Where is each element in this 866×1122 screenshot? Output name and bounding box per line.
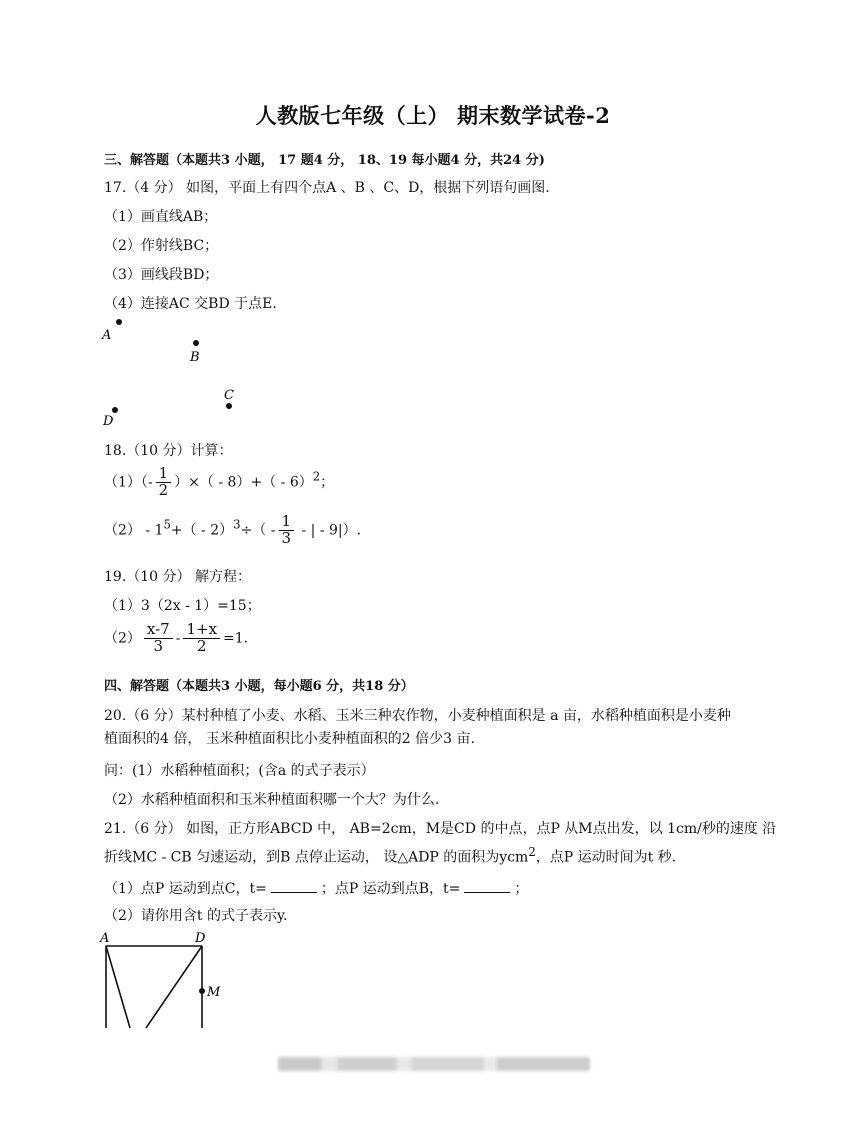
q21-line-4: （2）请你用含t 的式子表示y. [104, 908, 288, 924]
point-b-label: B [190, 350, 200, 365]
q21-line-1: 21.（6 分） 如图，正方形ABCD 中， AB=2cm，M是CD 的中点，点P 从M点出发，以 1cm/秒的速度 沿 [104, 821, 777, 837]
q17-item-1: （1）画直线AB； [104, 209, 218, 225]
q21-square-figure [98, 928, 238, 1028]
q17-item-4: （4）连接AC 交BD 于点E. [104, 296, 277, 312]
q18-intro: 18.（10 分）计算： [104, 443, 233, 459]
segment-a-to-p [106, 946, 130, 1028]
q17-item-2: （2）作射线BC； [104, 238, 219, 254]
point-c-label: C [224, 388, 234, 403]
fraction-one-third: $\frac{1}{3}$ [279, 514, 295, 547]
point-d-label: D [103, 414, 114, 429]
q20-line-2: 植面积的4 倍， 玉米种植面积比小麦种植面积的2 倍少3 亩. [104, 731, 475, 747]
page-title: 人教版七年级（上） 期末数学试卷-2 [255, 103, 611, 128]
point-m-dot [199, 988, 205, 994]
q21-line-2: 折线MC - CB 匀速运动，到B 点停止运动， 设△ADP 的面积为ycm$^2$，点P 运动时间为t 秒. [104, 845, 677, 866]
fraction-one-half: $\frac{1}{2}$ [156, 466, 172, 499]
blurred-footer [278, 1057, 590, 1071]
section-3-header: 三、解答题（本题共3 小题， 17 题4 分， 18、19 每小题4 分，共24 分) [104, 153, 545, 168]
q20-line-4: （2）水稻种植面积和玉米种植面积哪一个大？为什么. [104, 792, 440, 808]
point-m-label: M [207, 985, 221, 1000]
fraction-1-plus-x-over-2: $\frac{1+x}{2}$ [183, 622, 220, 655]
point-a-dot [116, 319, 122, 325]
point-c-dot [226, 403, 232, 409]
q18-part-2: $(2) - 1^5+( - 2)^3\div$（ - $\frac{1}{3}$ - | - 9|）. [104, 512, 362, 547]
vertex-a-label: A [100, 931, 110, 946]
point-b-dot [193, 340, 199, 346]
q17-intro: 17.（4 分） 如图，平面上有四个点A 、B 、C、D，根据下列语句画图. [104, 180, 550, 196]
section-4-header: 四、解答题（本题共3 小题，每小题6 分，共18 分） [104, 679, 414, 694]
q19-part-1: （1）3（2x - 1）=15； [104, 598, 261, 614]
q17-item-3: （3）画线段BD； [104, 267, 219, 283]
q18-part-1: （1）（- $\frac{1}{2}$ ）×（ - 8）+（ - 6）$^2$； [104, 464, 335, 499]
answer-blank-b[interactable] [464, 880, 510, 893]
point-a-label: A [102, 328, 112, 343]
point-d-dot [112, 407, 118, 413]
q21-line-3: （1）点P 运动到点C，t= ；点P 运动到点B，t= ； [104, 881, 529, 897]
segment-d-to-p [146, 946, 202, 1028]
q19-part-2: （2） $\frac{x-7}{3}$ - $\frac{1+x}{2}$ =1. [104, 620, 249, 655]
q20-line-3: 问：(1）水稻种植面积；(含a 的式子表示） [104, 763, 375, 779]
q17-points-figure [98, 312, 258, 432]
vertex-d-label: D [195, 931, 206, 946]
q20-line-1: 20.（6 分）某村种植了小麦、水稻、玉米三种农作物，小麦种植面积是 a 亩，水稻种植面积是小麦种 [104, 708, 731, 724]
fraction-x-minus-7-over-3: $\frac{x-7}{3}$ [144, 622, 173, 655]
q19-intro: 19.（10 分） 解方程： [104, 569, 251, 585]
answer-blank-c[interactable] [271, 880, 317, 893]
